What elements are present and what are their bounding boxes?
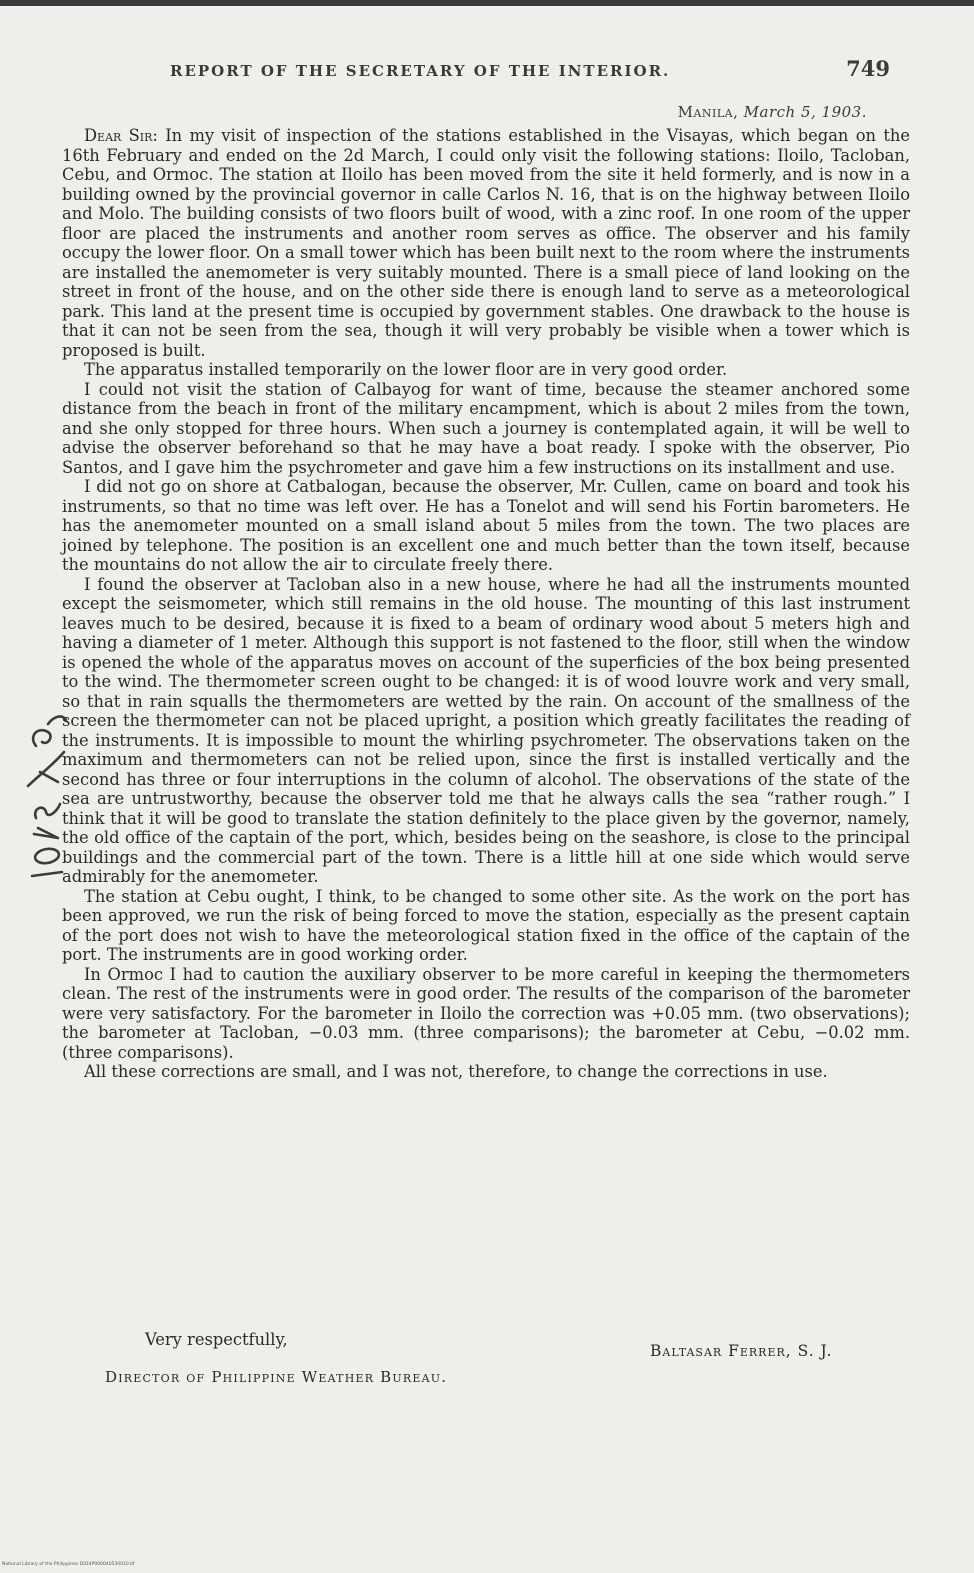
scan-footer: National Library of the Philippines D024P000040530010.tif <box>2 1562 135 1567</box>
paragraph-5: I found the observer at Tacloban also in a new house, where he had all the instruments mounted except the seismometer, which still remains in the old house. The mounting of this last instrument leaves much to be desired, because it is fixed to a beam of ordinary wood about 5 meters high and having a diameter of 1 meter. Although this support is not fastened to the floor, still when the window is opened the whole of the apparatus moves on account of the superficies of the box being presented to the wind. The thermometer screen ought to be changed: it is of wood louvre work and very small, so that in rain squalls the thermometers are wetted by the rain. On account of the smallness of the screen the thermometer can not be placed upright, a position which greatly facilitates the reading of the instruments. It is impossible to mount the whirling psychrometer. The observations taken on the maximum and thermometers can not be relied upon, since the first is installed vertically and the second has three or four interruptions in the column of alcohol. The observations of the state of the sea are untrustworthy, because the observer told me that he always calls the sea “rather rough.” I think that it will be good to translate the station definitely to the place given by the governor, namely, the old office of the captain of the port, which, besides being on the seashore, is close to the principal buildings and the commercial part of the town. There is a little hill at one side which would serve admirably for the anemometer. <box>62 574 910 886</box>
dateline <box>500 103 867 121</box>
document-page <box>0 6 974 1573</box>
dateline-date: March 5, 1903. <box>743 103 867 121</box>
page-header <box>170 56 890 86</box>
paragraph-6: The station at Cebu ought, I think, to be changed to some other site. As the work on the port has been approved, we run the risk of being forced to move the station, especially as the present captain of the port does not wish to have the meteorological station fixed in the office of the captain of the port. The instruments are in good working order. <box>62 886 910 964</box>
handwritten-annotation-drawing <box>18 706 78 886</box>
paragraph-1-text: In my visit of inspection of the stations established in the Visayas, which began on the 16th February and ended on the 2d March, I could only visit the following stations: Iloilo, Tacloban, Cebu, and Ormoc. The station at Iloilo has been moved from the site it held formerly, and is now in a building owned by the provincial governor in calle Carlos N. 16, that is on the highway between Iloilo and Molo. The building consists of two floors built of wood, with a zinc roof. In one room of the upper floor are placed the instruments and another room serves as office. The observer and his family occupy the lower floor. On a small tower which has been built next to the room where the instruments are installed the anemometer is very suitably mounted. There is a small piece of land looking on the street in front of the house, and on the other side there is enough land to serve as a meteorological park. This land at the present time is occupied by government stables. One drawback to the house is that it can not be seen from the sea, though it will very probably be visible when a tower which is proposed is built. <box>62 126 910 360</box>
dateline-place: Manila, <box>677 103 739 121</box>
paragraph-3: I could not visit the station of Calbayog for want of time, because the steamer anchored some distance from the beach in front of the military encampment, which is about 2 miles from the town, and she only stopped for three hours. When such a journey is contemplated again, it will be well to advise the observer beforehand so that he may have a boat ready. I spoke with the observer, Pio Santos, and I gave him the psychrometer and gave him a few instructions on its installment and use. <box>62 379 910 477</box>
letter-body <box>62 126 910 1082</box>
running-title: REPORT OF THE SECRETARY OF THE INTERIOR. <box>170 62 671 80</box>
paragraph-8: All these corrections are small, and I was not, therefore, to change the corrections in use. <box>84 1062 828 1081</box>
paragraph-4: I did not go on shore at Catbalogan, because the observer, Mr. Cullen, came on board and took his instruments, so that no time was left over. He has a Tonelot and will send his Fortin barometers. He has the anemometer mounted on a small island about 5 miles from the town. The two places are joined by telephone. The position is an excellent one and much better than the town itself, because the mountains do not allow the air to circulate freely there. <box>62 477 910 574</box>
paragraph-2: The apparatus installed temporarily on the lower floor are in very good order. <box>84 360 728 379</box>
signature: Baltasar Ferrer, S. J. <box>650 1342 833 1360</box>
salutation: Dear Sir: <box>84 126 158 145</box>
paragraph-1 <box>62 126 910 360</box>
paragraph-7: In Ormoc I had to caution the auxiliary observer to be more careful in keeping the thermometers clean. The rest of the instruments were in good order. The results of the comparison of the barometer were very satisfactory. For the barometer in Iloilo the correction was +0.05 mm. (two observations); the barometer at Tacloban, −0.03 mm. (three comparisons); the barometer at Cebu, −0.02 mm. (three comparisons). <box>62 964 910 1062</box>
handwritten-annotation <box>18 706 78 886</box>
closing: Very respectfully, <box>145 1330 288 1349</box>
addressee: Director of Philippine Weather Bureau. <box>105 1368 448 1386</box>
page-number: 749 <box>846 56 890 81</box>
